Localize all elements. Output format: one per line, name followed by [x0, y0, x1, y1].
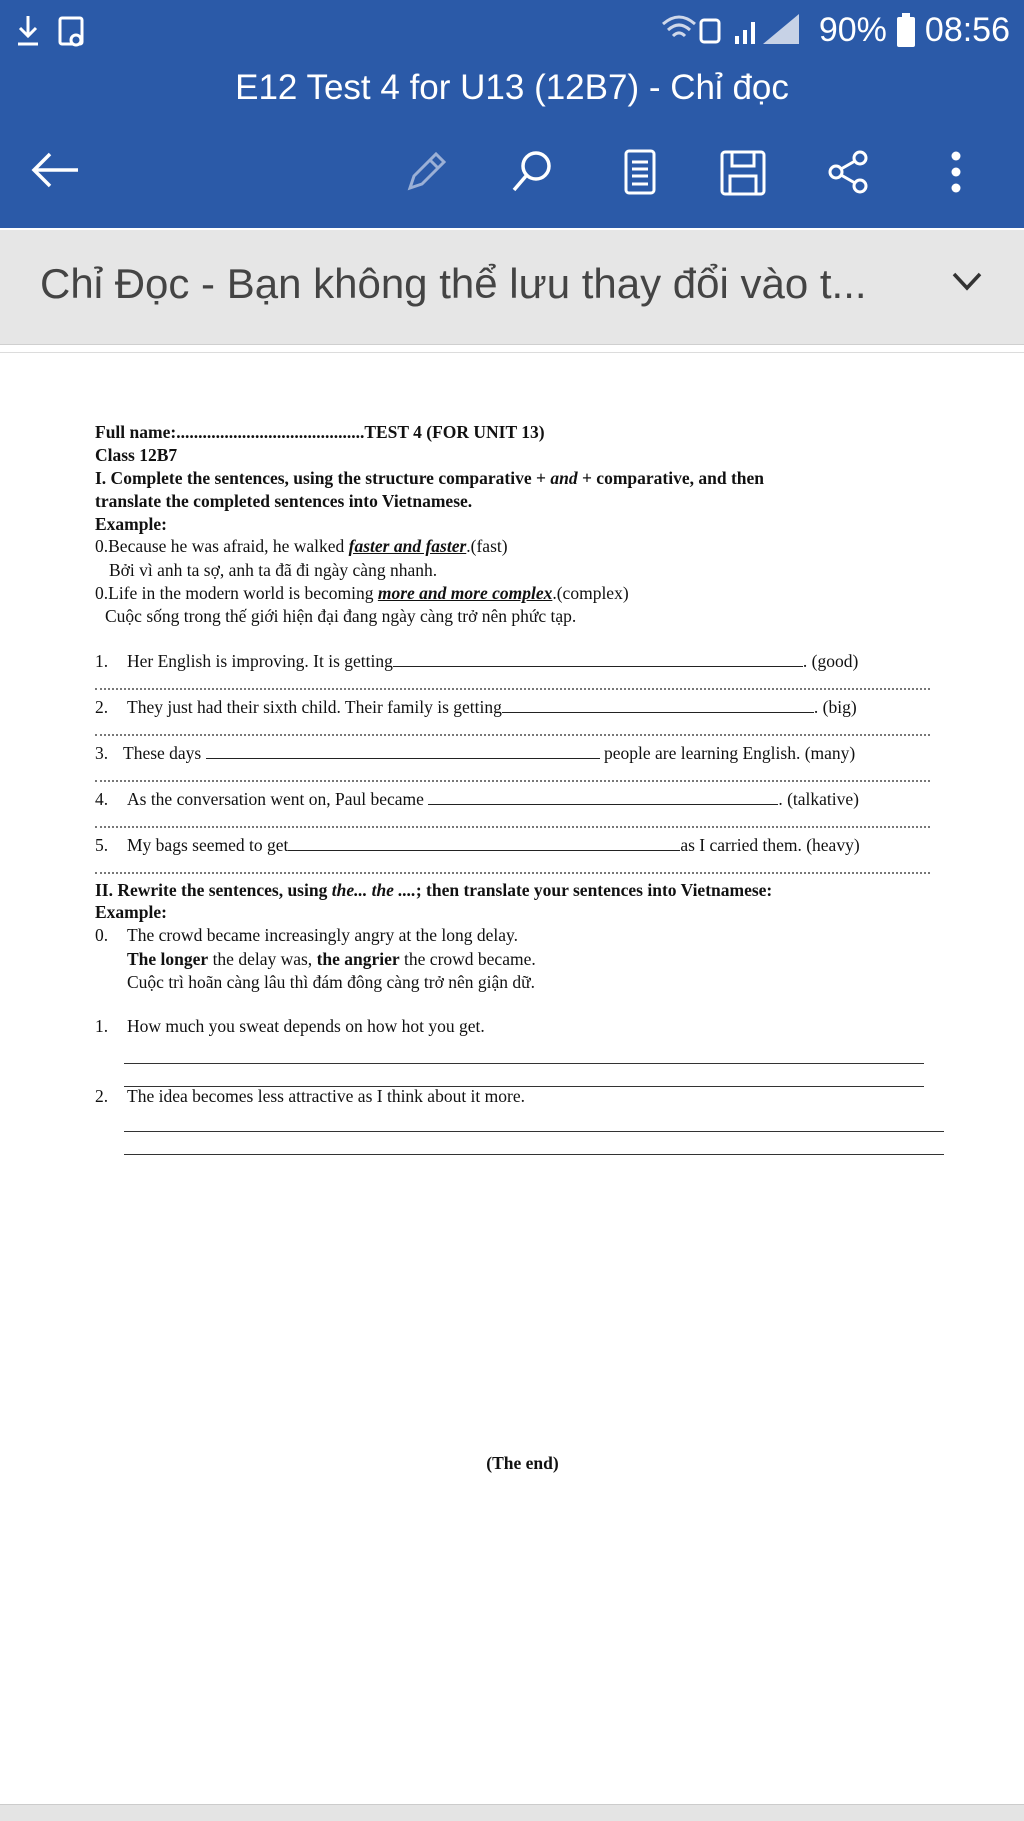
- section2-example-sentence: [95, 925, 518, 946]
- read-only-banner-text: Chỉ Đọc - Bạn không thể lưu thay đổi vào t...: [40, 260, 867, 307]
- download-icon: [18, 16, 38, 44]
- item-text: They just had their sixth child. Their family is getting: [127, 697, 502, 717]
- pencil-icon[interactable]: [402, 148, 450, 196]
- dotted-separator: [95, 780, 930, 782]
- answer-line[interactable]: [124, 1063, 924, 1064]
- full-name-label: Full name:: [95, 422, 177, 442]
- signal-icon: [735, 22, 755, 44]
- battery-icon: [897, 13, 915, 47]
- app-bar: [0, 0, 1024, 228]
- item-hint: . (big): [813, 697, 857, 717]
- section1-heading-part-a: I. Complete the sentences, using the structure comparative +: [95, 468, 551, 488]
- dotted-separator: [95, 734, 930, 736]
- section1-item: [95, 697, 945, 718]
- search-icon[interactable]: [508, 148, 556, 196]
- page-bottom-edge: [0, 1804, 1024, 1821]
- section2-example-translation: Cuộc trì hoãn càng lâu thì đám đông càng trở nên giận dữ.: [127, 972, 536, 992]
- item-number: 4.: [95, 789, 109, 809]
- back-arrow-icon[interactable]: [30, 148, 84, 192]
- class-label: Class 12B7: [95, 445, 178, 465]
- section1-item: [95, 789, 945, 810]
- section1-heading-line2: translate the completed sentences into Vietnamese.: [95, 491, 473, 511]
- mobile-view-icon[interactable]: [620, 148, 660, 198]
- save-icon[interactable]: [718, 148, 768, 198]
- example-answer-text-1: the delay was,: [208, 949, 317, 969]
- item-text: Her English is improving. It is getting: [127, 651, 393, 671]
- item-number: 2.: [95, 1086, 109, 1106]
- document-title: E12 Test 4 for U13 (12B7) - Chỉ đọc: [235, 68, 789, 107]
- section2-heading-the: the... the ....: [331, 880, 416, 900]
- answer-blank[interactable]: [502, 711, 814, 713]
- the-end: (The end): [486, 1453, 559, 1473]
- chevron-down-icon[interactable]: [950, 270, 984, 294]
- item-text: My bags seemed to get: [127, 835, 289, 855]
- item-number: 1.: [95, 1016, 109, 1036]
- share-icon[interactable]: [824, 148, 872, 196]
- section2-example-answer: [127, 949, 536, 970]
- answer-blank[interactable]: [393, 665, 803, 667]
- dotted-separator: [95, 826, 930, 828]
- answer-blank[interactable]: [288, 849, 680, 851]
- section1-item: [95, 835, 945, 856]
- read-only-banner[interactable]: [0, 230, 1024, 345]
- section2-item: [95, 1086, 945, 1107]
- example-0a: [95, 536, 508, 557]
- item-number: 3.: [95, 743, 109, 763]
- item-hint: . (good): [802, 651, 859, 671]
- item-number: 1.: [95, 651, 109, 671]
- example-0a-text: 0.Because he was afraid, he walked: [95, 536, 349, 556]
- status-right: [659, 10, 1010, 50]
- full-name-dots: ...........................................: [176, 422, 365, 442]
- example-0b-answer: more and more complex: [377, 583, 553, 603]
- sim-icon: [701, 20, 719, 42]
- example-0a-answer: faster and faster: [348, 536, 467, 556]
- battery-percent: 90%: [818, 10, 887, 49]
- example-answer-bold-1: The longer: [127, 949, 209, 969]
- example-0b-text: 0.Life in the modern world is becoming: [95, 583, 378, 603]
- status-bar: [0, 0, 1024, 62]
- answer-line[interactable]: [124, 1154, 944, 1155]
- dotted-separator: [95, 872, 930, 874]
- status-icons-group: [659, 10, 809, 50]
- dotted-separator: [95, 688, 930, 690]
- clock: 08:56: [924, 10, 1010, 49]
- section1-heading-and: and: [550, 468, 578, 488]
- item-hint: as I carried them. (heavy): [680, 835, 860, 855]
- wifi-icon: [663, 17, 695, 36]
- item-text: How much you sweat depends on how hot you get.: [127, 1016, 485, 1036]
- section2-example-label: Example:: [95, 902, 167, 922]
- more-icon[interactable]: [946, 148, 966, 196]
- example-0b: [95, 583, 629, 604]
- item-text: These days: [123, 743, 202, 763]
- answer-blank[interactable]: [206, 757, 600, 759]
- section2-heading-part-b: ; then translate your sentences into Vietnamese:: [415, 880, 773, 900]
- item-text: The idea becomes less attractive as I think about it more.: [127, 1086, 525, 1106]
- example-0a-hint: .(fast): [466, 536, 508, 556]
- section2-item: [95, 1016, 945, 1037]
- section2-heading: [95, 880, 772, 901]
- signal-strength-icon: [763, 14, 799, 44]
- answer-line[interactable]: [124, 1131, 944, 1132]
- item-text: As the conversation went on, Paul became: [127, 789, 424, 809]
- example-answer-bold-2: the angrier: [316, 949, 400, 969]
- item-hint: people are learning English. (many): [604, 743, 856, 763]
- section1-item: [95, 651, 945, 672]
- example-0b-hint: .(complex): [552, 583, 629, 603]
- status-left-icons: [14, 12, 94, 57]
- example-0a-translation: Bởi vì anh ta sợ, anh ta đã đi ngày càng nhanh.: [109, 560, 438, 580]
- section1-heading: [95, 468, 764, 489]
- screenshot-icon: [60, 18, 82, 45]
- section1-heading-part-b: + comparative, and then: [577, 468, 765, 488]
- example-sentence-text: The crowd became increasingly angry at the long delay.: [127, 925, 518, 945]
- example-0b-translation: Cuộc sống trong thế giới hiện đại đang ngày càng trở nên phức tạp.: [105, 606, 577, 626]
- section2-heading-part-a: II. Rewrite the sentences, using: [95, 880, 332, 900]
- section1-item: [95, 743, 945, 764]
- example-answer-text-2: the crowd became.: [399, 949, 536, 969]
- example-number: 0.: [95, 925, 109, 945]
- item-number: 2.: [95, 697, 109, 717]
- section1-example-label: Example:: [95, 514, 167, 534]
- item-hint: . (talkative): [778, 789, 859, 809]
- test-title: TEST 4 (FOR UNIT 13): [364, 422, 545, 442]
- item-number: 5.: [95, 835, 109, 855]
- answer-blank[interactable]: [428, 803, 778, 805]
